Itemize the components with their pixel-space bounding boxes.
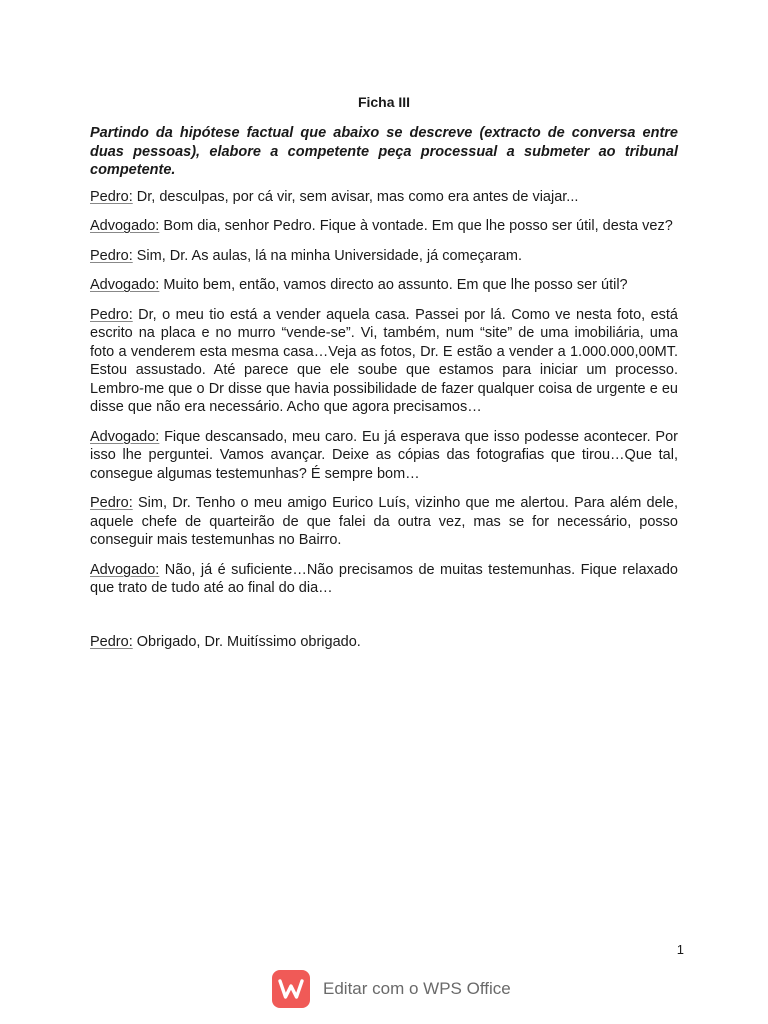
dialogue-text: Não, já é suficiente…Não precisamos de muitas testemunhas. Fique relaxado que trato de tudo até ao final do dia… [90, 561, 678, 596]
document-body [90, 124, 678, 662]
paragraph-spacer [90, 609, 678, 633]
dialogue-line [90, 306, 678, 417]
speaker-label: Advogado: [90, 277, 160, 293]
speaker-label: Pedro: [90, 633, 133, 650]
speaker-label: Pedro: [90, 306, 133, 323]
speaker-label: Advogado: [90, 428, 160, 445]
dialogue-text: Dr, desculpas, por cá vir, sem avisar, mas como era antes de viajar... [132, 188, 579, 205]
wps-office-logo-icon [272, 970, 310, 1008]
dialogue-text: Sim, Dr. As aulas, lá na minha Universidade, já começaram. [132, 247, 522, 264]
dialogue-text: Sim, Dr. Tenho o meu amigo Eurico Luís, vizinho que me alertou. Para além dele, aquele chefe de quarteirão de que falei da outra vez, mas se for necessário, posso conseguir mais testemunhas no Bairro. [90, 495, 678, 548]
dialogue-line [90, 276, 678, 295]
wps-edit-button[interactable] [272, 968, 511, 1010]
speaker-label: Pedro: [90, 247, 133, 264]
speaker-label: Advogado: [90, 561, 160, 578]
dialogue-text: Muito bem, então, vamos directo ao assunto. Em que lhe posso ser útil? [159, 277, 628, 293]
wps-w-glyph-icon [278, 978, 304, 1000]
dialogue-line [90, 247, 678, 266]
dialogue-text: Dr, o meu tio está a vender aquela casa. Passei por lá. Como ve nesta foto, está escrito na placa e no murro “vende-se”. Vi, também, num “site” de uma imobiliária, uma foto a venderem esta mesma casa…Veja as fotos, Dr. E estão a vender a 1.000.000,00MT. Estou assustado. Até parece que ele soube que estamos para iniciar um processo. Lembro-me que o Dr disse que havia possibilidade de fazer qualquer coisa de urgente e eu disse que não era necessário. Acho que agora precisamos… [90, 306, 678, 415]
dialogue-text: Fique descansado, meu caro. Eu já esperava que isso podesse acontecer. Por isso lhe perguntei. Vamos avançar. Deixe as cópias das fotografias que tirou…Que tal, consegue algumas testemunhas? É sempre bom… [90, 428, 678, 482]
document-title: Ficha III [357, 94, 411, 110]
wps-edit-label: Editar com o WPS Office [323, 979, 511, 998]
dialogue-text: Obrigado, Dr. Muitíssimo obrigado. [132, 633, 361, 650]
assignment-intro: Partindo da hipótese factual que abaixo se descreve (extracto de conversa entre duas pessoas), elabore a competente peça processual a submeter ao tribunal competente. [90, 125, 678, 178]
dialogue-line [90, 217, 678, 236]
dialogue-line [90, 633, 678, 652]
dialogue-text: Bom dia, senhor Pedro. Fique à vontade. Em que lhe posso ser útil, desta vez? [159, 218, 673, 234]
dialogue-line [90, 561, 678, 598]
speaker-label: Advogado: [90, 218, 160, 234]
dialogue-line [90, 428, 678, 484]
page-number: 1 [676, 942, 684, 957]
dialogue-line [90, 188, 678, 207]
dialogue-line [90, 494, 678, 550]
speaker-label: Pedro: [90, 188, 133, 205]
speaker-label: Pedro: [90, 495, 133, 511]
